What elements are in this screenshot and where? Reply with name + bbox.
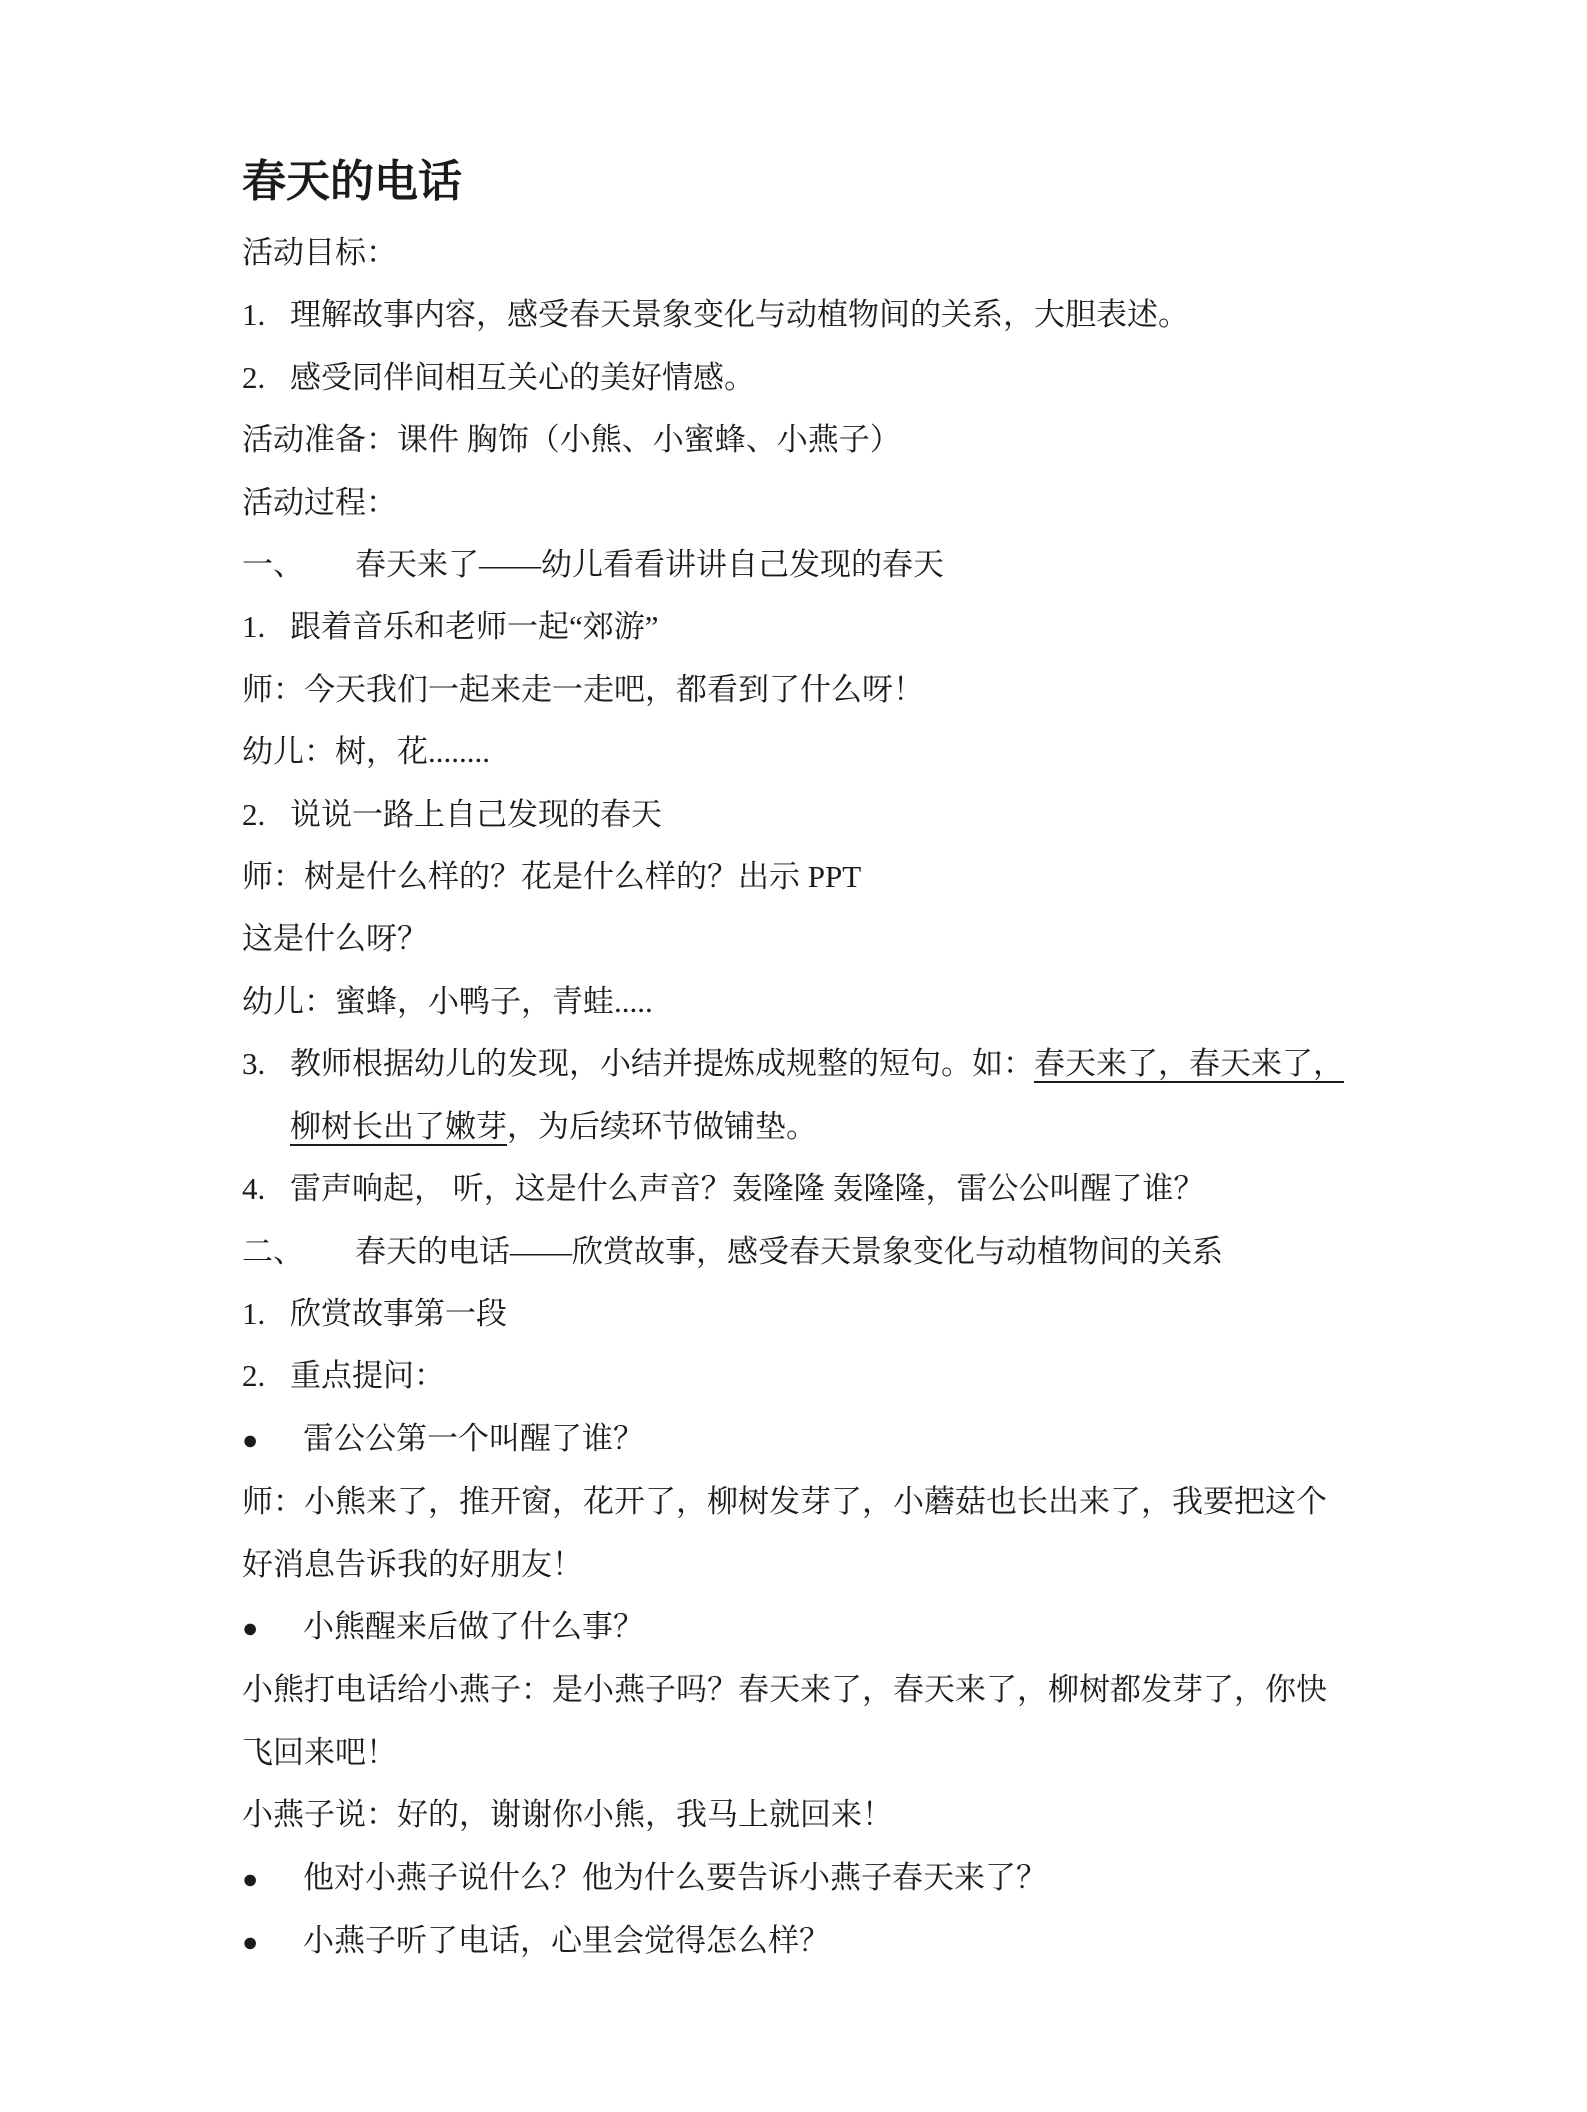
list-marker: 1. [242, 297, 266, 333]
text-segment: 好消息告诉我的好朋友！ [242, 1546, 583, 1582]
text-segment: 这是什么呀？ [242, 921, 428, 957]
text-line [242, 784, 1417, 846]
text-line [242, 534, 1417, 596]
list-marker: ● [242, 1863, 259, 1894]
list-marker: 一、 [242, 547, 304, 583]
text-segment: 重点提问： [290, 1358, 445, 1394]
text-line [242, 347, 1417, 409]
text-segment: 柳树长出了嫩芽 [290, 1108, 507, 1144]
text-line [242, 1722, 1417, 1784]
text-line [242, 846, 1417, 908]
text-line [242, 1283, 1417, 1345]
text-line [242, 1596, 1417, 1659]
text-line [242, 596, 1417, 658]
text-segment: 感受同伴间相互关心的美好情感。 [290, 359, 755, 395]
text-segment: 教师根据幼儿的发现，小结并提炼成规整的短句。如： [290, 1046, 1034, 1082]
list-marker: ● [242, 1612, 259, 1643]
document-title: 春天的电话 [242, 157, 462, 206]
list-marker: 1. [242, 609, 266, 645]
text-segment: 小燕子说：好的，谢谢你小熊，我马上就回来！ [242, 1797, 893, 1833]
text-segment: 活动过程： [242, 484, 397, 520]
text-line [242, 1408, 1417, 1471]
text-line [242, 472, 1417, 534]
text-segment: 小燕子听了电话，心里会觉得怎么样？ [303, 1922, 830, 1958]
text-segment: 师：小熊来了，推开窗，花开了，柳树发芽了，小蘑菇也长出来了，我要把这个 [242, 1484, 1327, 1520]
text-line [242, 1910, 1417, 1973]
list-marker: 2. [242, 359, 266, 395]
list-marker: 二、 [242, 1233, 304, 1269]
text-line [242, 1345, 1417, 1407]
text-line [242, 908, 1417, 970]
text-segment: 小熊打电话给小燕子：是小燕子吗？春天来了，春天来了，柳树都发芽了，你快 [242, 1672, 1327, 1708]
text-segment: 师：树是什么样的？花是什么样的？出示 PPT [242, 859, 862, 895]
text-segment: 雷声响起， 听，这是什么声音？轰隆隆 轰隆隆，雷公公叫醒了谁？ [290, 1171, 1205, 1207]
list-marker: 2. [242, 1358, 266, 1394]
text-line [242, 1534, 1417, 1596]
text-line [242, 1033, 1417, 1095]
text-line [242, 1847, 1417, 1910]
text-line [242, 284, 1417, 346]
text-segment: 欣赏故事第一段 [290, 1295, 507, 1331]
text-segment: 活动准备：课件 胸饰（小熊、小蜜蜂、小燕子） [242, 422, 901, 458]
text-segment: 幼儿：蜜蜂，小鸭子，青蛙..... [242, 983, 653, 1019]
text-segment: 跟着音乐和老师一起“郊游” [290, 609, 659, 645]
text-line [242, 222, 1417, 284]
text-line [242, 409, 1417, 471]
text-line [242, 1659, 1417, 1721]
list-marker: ● [242, 1424, 259, 1455]
text-line [242, 1096, 1417, 1158]
text-segment: 幼儿：树，花........ [242, 734, 490, 770]
text-segment: 小熊醒来后做了什么事？ [303, 1608, 644, 1644]
text-line [242, 659, 1417, 721]
text-segment: 春天的电话——欣赏故事，感受春天景象变化与动植物间的关系 [355, 1233, 1223, 1269]
text-segment: 飞回来吧！ [242, 1734, 397, 1770]
text-line [242, 1471, 1417, 1533]
text-line [242, 971, 1417, 1033]
text-segment: ，为后续环节做铺垫。 [507, 1108, 817, 1144]
text-segment: 理解故事内容，感受春天景象变化与动植物间的关系，大胆表述。 [290, 297, 1189, 333]
text-segment: 活动目标： [242, 235, 397, 270]
list-marker: 1. [242, 1295, 266, 1331]
list-marker: 3. [242, 1046, 266, 1082]
text-line [242, 721, 1417, 783]
list-marker: 4. [242, 1171, 266, 1207]
text-segment: 春天来了——幼儿看看讲讲自己发现的春天 [355, 547, 944, 583]
text-line [242, 1784, 1417, 1846]
text-segment: 雷公公第一个叫醒了谁？ [303, 1420, 644, 1456]
text-segment: 他对小燕子说什么？他为什么要告诉小燕子春天来了？ [303, 1859, 1047, 1895]
list-marker: ● [242, 1926, 259, 1957]
list-marker: 2. [242, 796, 266, 832]
text-line [242, 1158, 1417, 1220]
text-segment: 说说一路上自己发现的春天 [290, 796, 662, 832]
text-line [242, 1221, 1417, 1283]
document-body [242, 222, 1417, 1973]
text-segment: 师：今天我们一起来走一走吧，都看到了什么呀！ [242, 671, 924, 707]
text-segment: 春天来了，春天来了， [1034, 1046, 1344, 1082]
